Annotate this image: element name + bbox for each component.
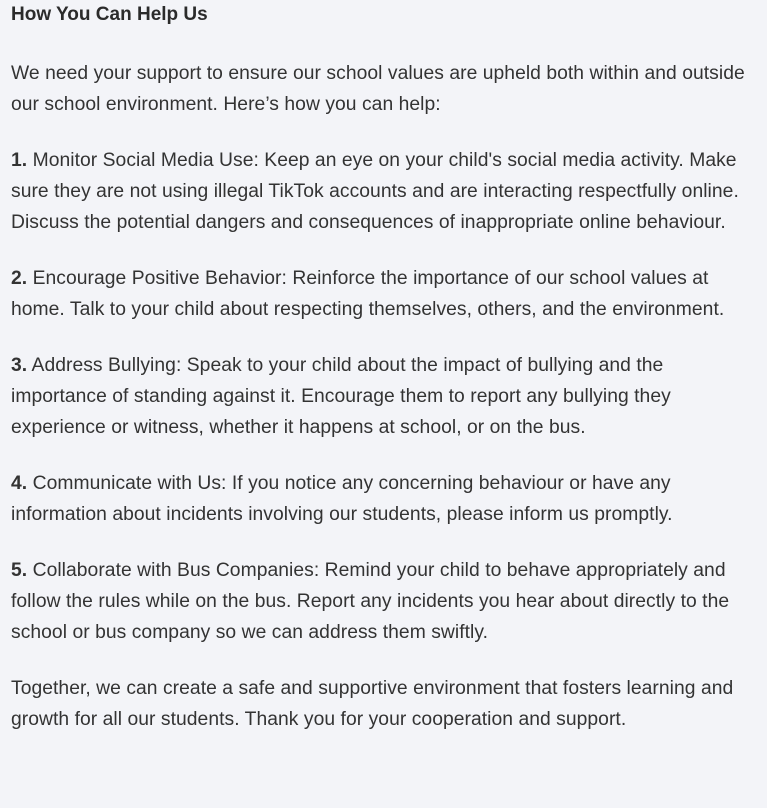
item-text: Encourage Positive Behavior: Reinforce the importance of our school values at home. Talk to your child about respecting themselves, others, and the environment. <box>11 268 725 320</box>
item-number: 1. <box>11 150 28 171</box>
item-number: 5. <box>11 560 28 581</box>
help-item-communicate <box>11 468 757 530</box>
item-number: 3. <box>11 355 28 376</box>
item-text: Communicate with Us: If you notice any concerning behaviour or have any information about incidents involving our students, please inform us promptly. <box>11 473 673 525</box>
help-item-encourage-behavior <box>11 263 757 325</box>
help-section <box>0 3 767 735</box>
section-heading: How You Can Help Us <box>11 4 208 25</box>
item-text: Monitor Social Media Use: Keep an eye on your child's social media activity. Make sure they are not using illegal TikTok accounts and are interacting respectfully online. Discuss the potential dangers and consequences of inappropriate online behaviour. <box>11 150 739 233</box>
intro-paragraph: We need your support to ensure our school values are upheld both within and outside our school environment. Here’s how you can help: <box>11 63 745 115</box>
item-number: 2. <box>11 268 28 289</box>
item-text: Collaborate with Bus Companies: Remind your child to behave appropriately and follow the rules while on the bus. Report any incidents you hear about directly to the school or bus company so we can address them swiftly. <box>11 560 730 643</box>
item-number: 4. <box>11 473 28 494</box>
help-item-bus-companies <box>11 555 757 648</box>
help-item-monitor-social-media <box>11 145 757 238</box>
closing-paragraph: Together, we can create a safe and supportive environment that fosters learning and growth for all our students. Thank you for your cooperation and support. <box>11 678 734 730</box>
item-text: Address Bullying: Speak to your child about the impact of bullying and the importance of standing against it. Encourage them to report any bullying they experience or witness, whether it happens at school, or on the bus. <box>11 355 671 438</box>
help-item-address-bullying <box>11 350 757 443</box>
